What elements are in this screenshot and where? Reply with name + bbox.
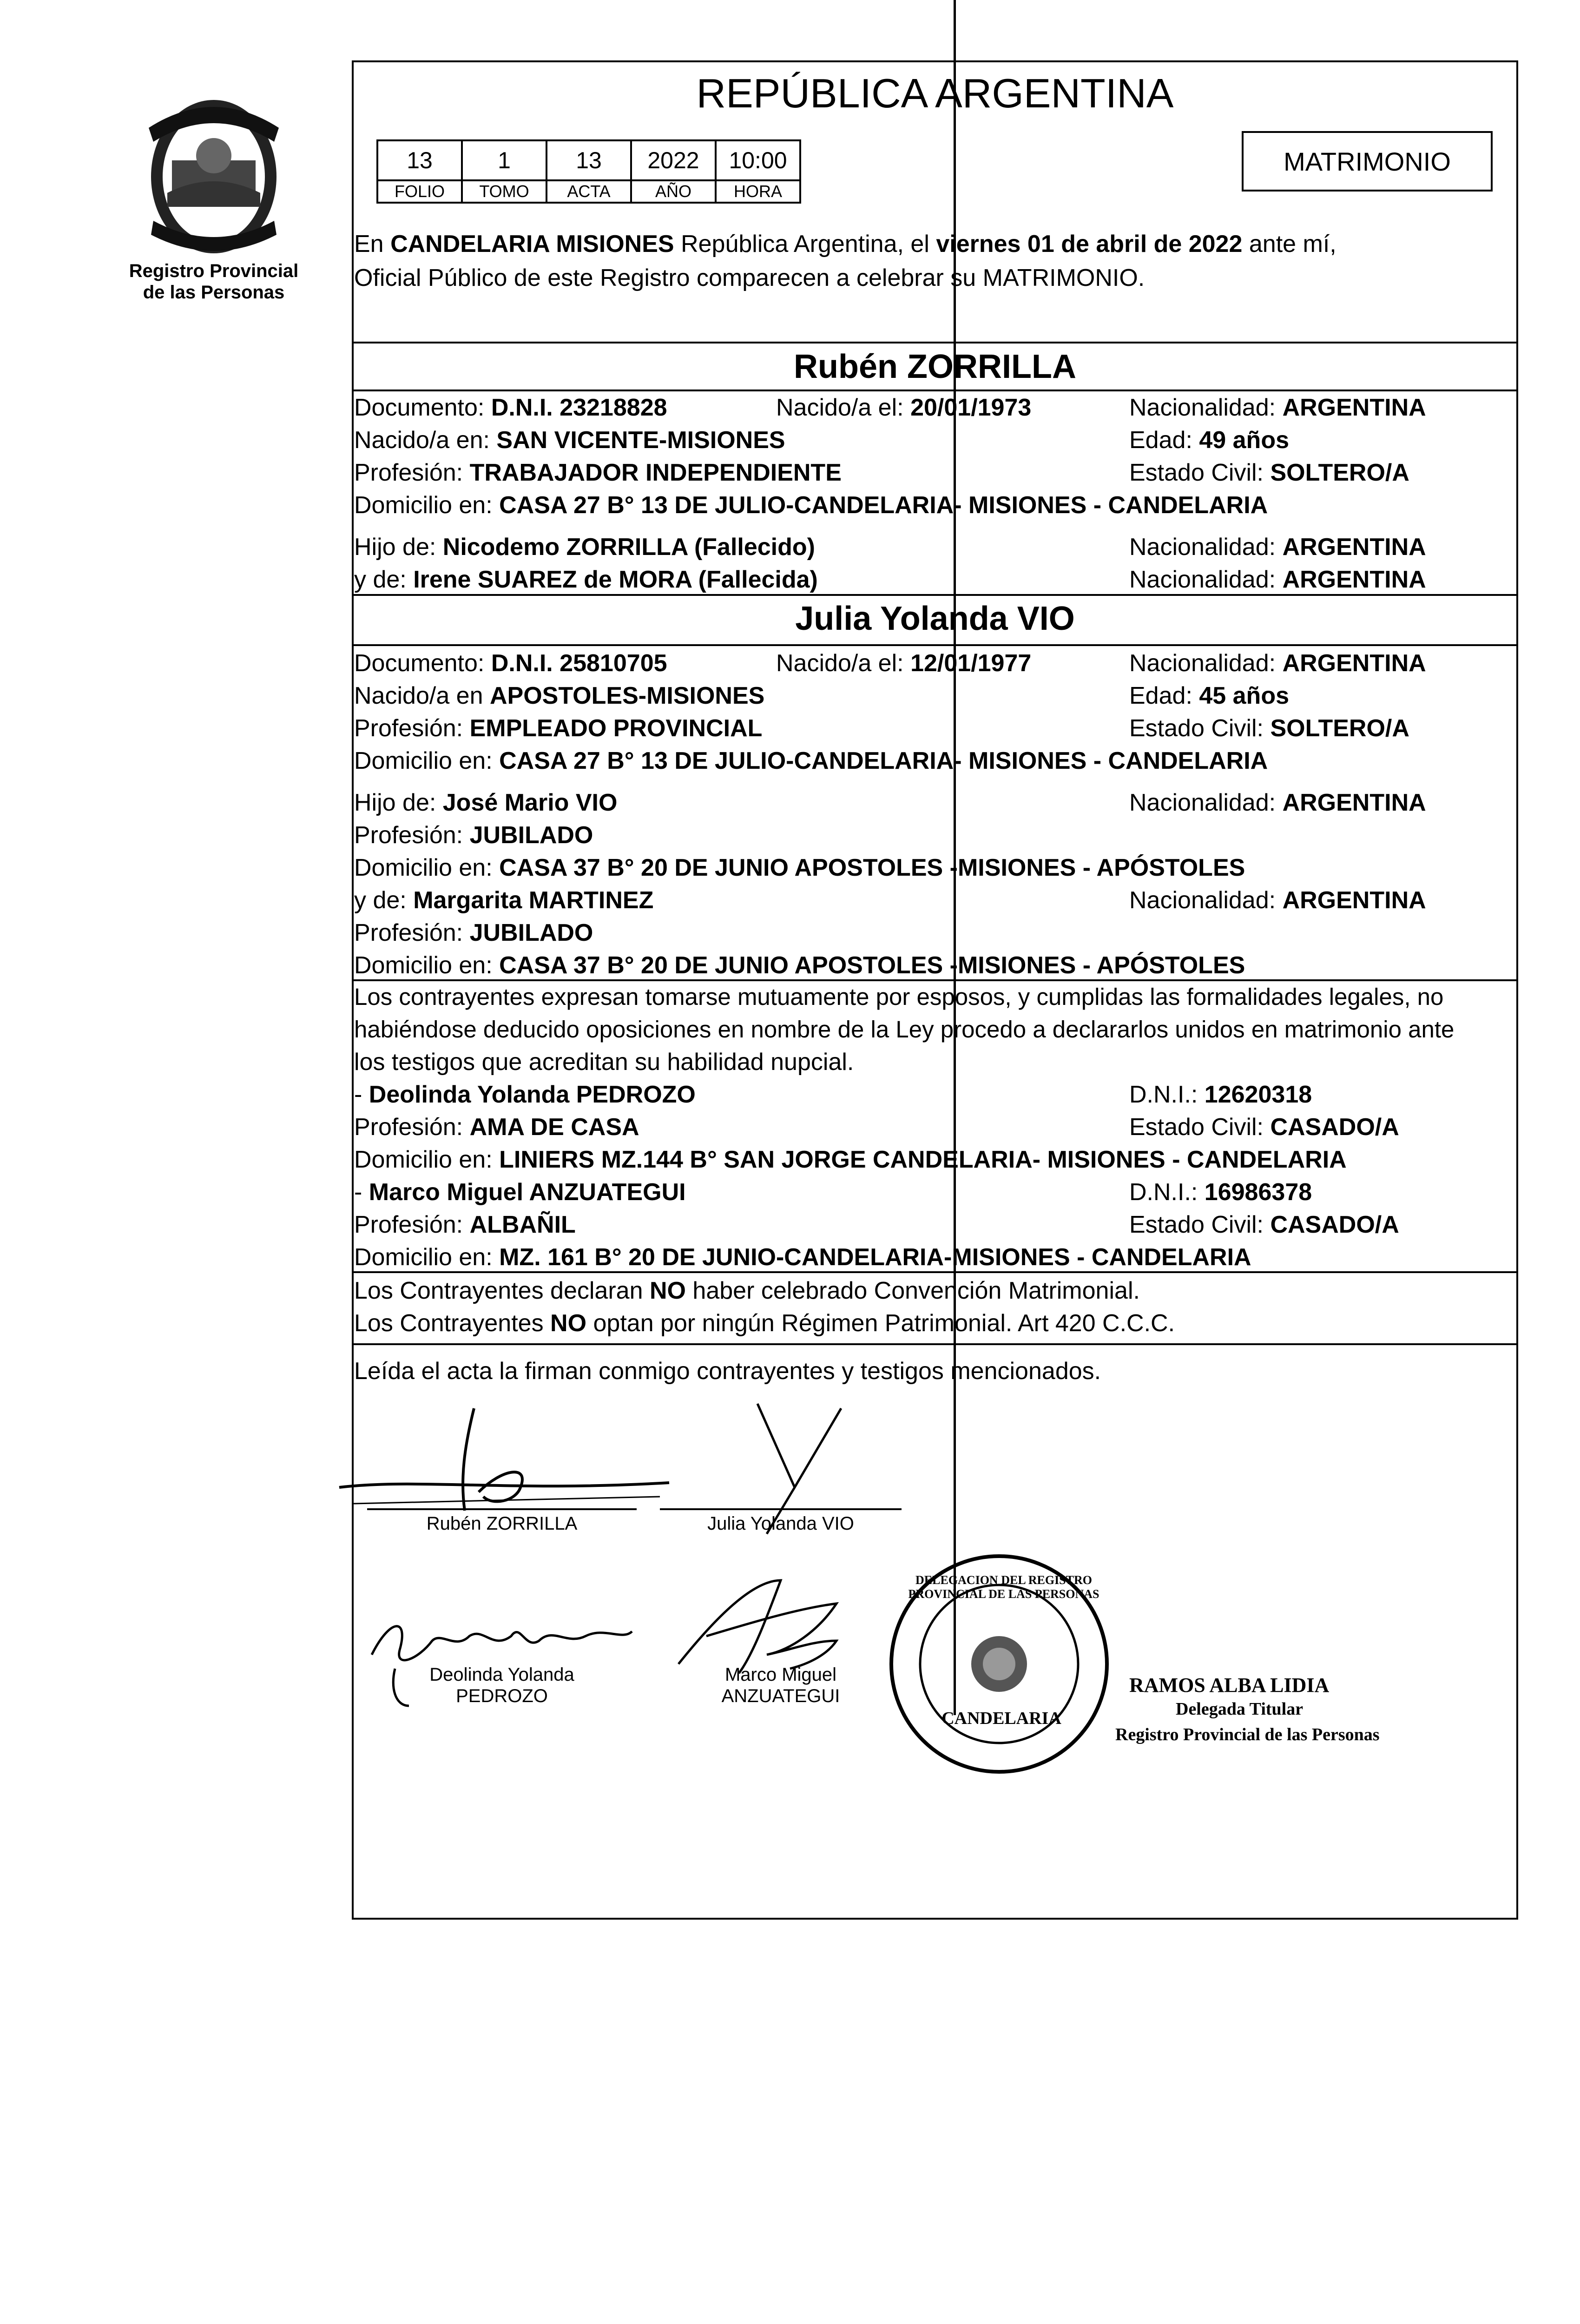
party2-mother-profession (354, 917, 593, 949)
sig4-line2: ANZUATEGUI (721, 1686, 840, 1706)
label: Nacionalidad: (1129, 887, 1276, 914)
witness2-name (354, 1176, 686, 1208)
party2-civil (1129, 712, 1409, 745)
intro-line1 (354, 228, 1336, 260)
party1-civil-value: SOLTERO/A (1270, 459, 1409, 486)
emphasis: NO (649, 1277, 686, 1304)
emphasis: NO (550, 1310, 587, 1337)
signature-label-2: Julia Yolanda VIO (707, 1513, 854, 1534)
party1-father-nationality (1129, 531, 1426, 563)
text: Los Contrayentes (354, 1310, 544, 1337)
party2-age (1129, 680, 1289, 712)
party2-mother (354, 884, 653, 917)
label: Profesión: (354, 715, 463, 742)
folio-value: 13 (377, 140, 462, 180)
label: Domicilio en: (354, 492, 493, 519)
acta-value: 13 (546, 140, 631, 180)
party2-father-addr-value: CASA 37 B° 20 DE JUNIO APOSTOLES -MISIONES - APÓSTOLES (499, 854, 1245, 881)
registry-caption-line1: Registro Provincial (129, 261, 299, 281)
party2-name: Julia Yolanda VIO (795, 600, 1075, 637)
label: Documento: (354, 394, 485, 421)
party2-father-value: José Mario VIO (442, 789, 618, 816)
party1-profession (354, 456, 842, 489)
witness1-address (354, 1143, 1347, 1176)
party1-mother-nat-value: ARGENTINA (1282, 566, 1426, 593)
label: Profesión: (354, 1114, 463, 1141)
label: Estado Civil: (1129, 1114, 1264, 1141)
anio-label: AÑO (631, 180, 716, 203)
bullet: - (354, 1179, 362, 1206)
label: Nacionalidad: (1129, 650, 1276, 677)
convention-line1 (354, 1274, 1140, 1307)
label: D.N.I.: (1129, 1179, 1198, 1206)
text: Los Contrayentes declaran (354, 1277, 643, 1304)
misiones-coat-of-arms-logo (135, 91, 293, 258)
divider (352, 342, 1518, 343)
official-title: Delegada Titular (1176, 1699, 1304, 1719)
party1-born (776, 391, 1031, 424)
label: Nacionalidad: (1129, 534, 1276, 561)
label: Nacido/a en (354, 682, 483, 709)
official-name: RAMOS ALBA LIDIA (1129, 1674, 1330, 1697)
label: Domicilio en: (354, 747, 493, 774)
witness2-dni (1129, 1176, 1312, 1208)
party2-father-nationality (1129, 786, 1426, 819)
party1-mother (354, 563, 818, 596)
party1-doc (354, 391, 667, 424)
acta-label: ACTA (546, 180, 631, 203)
party1-father-value: Nicodemo ZORRILLA (Fallecido) (442, 534, 815, 561)
party2-doc-value: D.N.I. 25810705 (491, 650, 667, 677)
witness1-dni (1129, 1078, 1312, 1111)
party2-prof-value: EMPLEADO PROVINCIAL (469, 715, 763, 742)
witness1-addr-value: LINIERS MZ.144 B° SAN JORGE CANDELARIA- MISIONES - CANDELARIA (499, 1146, 1347, 1173)
hora-value: 10:00 (716, 140, 800, 180)
witness2-prof-value: ALBAÑIL (469, 1211, 576, 1238)
party2-profession (354, 712, 762, 745)
party1-birthplace (354, 424, 785, 456)
witness2-addr-value: MZ. 161 B° 20 DE JUNIO-CANDELARIA-MISIONES - CANDELARIA (499, 1244, 1251, 1271)
party2-doc (354, 647, 667, 680)
convention-line2 (354, 1307, 1175, 1340)
intro-date: viernes 01 de abril de 2022 (936, 231, 1243, 257)
registry-caption (121, 260, 307, 303)
witness2-civil (1129, 1208, 1399, 1241)
tomo-label: TOMO (462, 180, 546, 203)
party2-mother-value: Margarita MARTINEZ (413, 887, 654, 914)
witness1-name-value: Deolinda Yolanda PEDROZO (369, 1081, 696, 1108)
label: Nacionalidad: (1129, 789, 1276, 816)
party2-mother-addr-value: CASA 37 B° 20 DE JUNIO APOSTOLES -MISIONES - APÓSTOLES (499, 952, 1245, 979)
party2-father-prof-value: JUBILADO (469, 822, 593, 849)
party2-father-nat-value: ARGENTINA (1282, 789, 1426, 816)
party1-mother-nationality (1129, 563, 1426, 596)
label: Estado Civil: (1129, 715, 1264, 742)
witness2-profession (354, 1208, 576, 1241)
declaration-line3: los testigos que acreditan su habilidad nupcial. (354, 1049, 854, 1076)
declaration-line2: habiéndose deducido oposiciones en nombre de la Ley procedo a declararlos unidos en matrimonio ante (354, 1016, 1455, 1043)
closing-statement: Leída el acta la firman conmigo contrayentes y testigos mencionados. (354, 1358, 1101, 1385)
intro-text: República Argentina, el (681, 231, 929, 257)
divider (352, 1271, 1518, 1273)
party2-father (354, 786, 617, 819)
party1-mother-value: Irene SUAREZ de MORA (Fallecida) (413, 566, 818, 593)
party1-prof-value: TRABAJADOR INDEPENDIENTE (469, 459, 842, 486)
party1-birthplace-value: SAN VICENTE-MISIONES (496, 427, 785, 454)
label: Nacionalidad: (1129, 566, 1276, 593)
label: Domicilio en: (354, 952, 493, 979)
label: Profesión: (354, 919, 463, 946)
stamp-center-text: CANDELARIA (941, 1709, 1061, 1728)
party1-born-value: 20/01/1973 (910, 394, 1032, 421)
divider (352, 1343, 1518, 1345)
party2-mother-address (354, 949, 1245, 982)
act-type-box: MATRIMONIO (1242, 131, 1493, 191)
party1-father (354, 531, 815, 563)
declaration-line1: Los contrayentes expresan tomarse mutuamente por esposos, y cumplidas las formalidades legales, no (354, 984, 1444, 1010)
label: Documento: (354, 650, 485, 677)
party2-address-value: CASA 27 B° 13 DE JULIO-CANDELARIA- MISIONES - CANDELARIA (499, 747, 1268, 774)
label: y de: (354, 566, 407, 593)
text: haber celebrado Convención Matrimonial. (692, 1277, 1140, 1304)
witness2-name-value: Marco Miguel ANZUATEGUI (369, 1179, 686, 1206)
label: Edad: (1129, 682, 1192, 709)
party2-mother-prof-value: JUBILADO (469, 919, 593, 946)
label: Profesión: (354, 822, 463, 849)
witness1-prof-value: AMA DE CASA (469, 1114, 639, 1141)
folio-label: FOLIO (377, 180, 462, 203)
party1-civil (1129, 456, 1409, 489)
intro-text: En (354, 231, 384, 257)
label: Nacionalidad: (1129, 394, 1276, 421)
party1-nat-value: ARGENTINA (1282, 394, 1426, 421)
party2-born (776, 647, 1031, 680)
party2-civil-value: SOLTERO/A (1270, 715, 1409, 742)
label: Estado Civil: (1129, 1211, 1264, 1238)
divider (352, 594, 1518, 596)
party2-birthplace-value: APOSTOLES-MISIONES (489, 682, 765, 709)
party2-nationality (1129, 647, 1426, 680)
party2-age-value: 45 años (1199, 682, 1289, 709)
party2-father-profession (354, 819, 593, 852)
party1-nationality (1129, 391, 1426, 424)
sig3-line1: Deolinda Yolanda (429, 1664, 574, 1685)
signature-label-3 (395, 1664, 609, 1707)
stamp-ring-text: DELEGACION DEL REGISTRO PROVINCIAL DE LAS PERSONAS (908, 1573, 1099, 1601)
sig4-line1: Marco Miguel (724, 1664, 837, 1685)
text: optan por ningún Régimen Patrimonial. Art 420 C.C.C. (593, 1310, 1175, 1337)
intro-place: CANDELARIA MISIONES (390, 231, 674, 257)
sig3-line2: PEDROZO (456, 1686, 548, 1706)
party2-father-address (354, 852, 1245, 884)
witness1-dni-value: 12620318 (1204, 1081, 1312, 1108)
witness1-civil-value: CASADO/A (1270, 1114, 1399, 1141)
party2-birthplace (354, 680, 764, 712)
bullet: - (354, 1081, 362, 1108)
tomo-value: 1 (462, 140, 546, 180)
signature-line (660, 1508, 902, 1510)
label: Domicilio en: (354, 854, 493, 881)
label: Domicilio en: (354, 1244, 493, 1271)
registry-caption-line2: de las Personas (143, 282, 285, 303)
signature-line (367, 1508, 637, 1510)
label: y de: (354, 887, 407, 914)
label: Estado Civil: (1129, 459, 1264, 486)
label: Nacido/a en: (354, 427, 490, 454)
party2-mother-nationality (1129, 884, 1426, 917)
party2-born-value: 12/01/1977 (910, 650, 1032, 677)
party1-doc-value: D.N.I. 23218828 (491, 394, 667, 421)
signature-label-1: Rubén ZORRILLA (426, 1513, 578, 1534)
hora-label: HORA (716, 180, 800, 203)
party2-mother-nat-value: ARGENTINA (1282, 887, 1426, 914)
label: Nacido/a el: (776, 394, 904, 421)
witness1-name (354, 1078, 696, 1111)
intro-line2: Oficial Público de este Registro comparecen a celebrar su MATRIMONIO. (354, 264, 1145, 291)
party2-nat-value: ARGENTINA (1282, 650, 1426, 677)
witness2-dni-value: 16986378 (1204, 1179, 1312, 1206)
witness1-profession (354, 1111, 639, 1143)
party1-address-value: CASA 27 B° 13 DE JULIO-CANDELARIA- MISIONES - CANDELARIA (499, 492, 1268, 519)
witness2-civil-value: CASADO/A (1270, 1211, 1399, 1238)
party1-father-nat-value: ARGENTINA (1282, 534, 1426, 561)
anio-value: 2022 (631, 140, 716, 180)
label: Domicilio en: (354, 1146, 493, 1173)
country-title: REPÚBLICA ARGENTINA (696, 70, 1174, 116)
official-office: Registro Provincial de las Personas (1115, 1725, 1380, 1744)
divider (352, 644, 1518, 646)
label: D.N.I.: (1129, 1081, 1198, 1108)
label: Edad: (1129, 427, 1192, 454)
party1-address (354, 489, 1268, 522)
witness2-address (354, 1241, 1251, 1274)
label: Hijo de: (354, 534, 436, 561)
signature-label-4 (692, 1664, 869, 1707)
witness1-civil (1129, 1111, 1399, 1143)
party1-age (1129, 424, 1289, 456)
party1-name: Rubén ZORRILLA (794, 348, 1076, 385)
party1-age-value: 49 años (1199, 427, 1289, 454)
label: Nacido/a el: (776, 650, 904, 677)
intro-text: ante mí, (1249, 231, 1336, 257)
label: Profesión: (354, 459, 463, 486)
label: Hijo de: (354, 789, 436, 816)
record-table (376, 139, 801, 204)
label: Profesión: (354, 1211, 463, 1238)
party2-address (354, 745, 1268, 777)
